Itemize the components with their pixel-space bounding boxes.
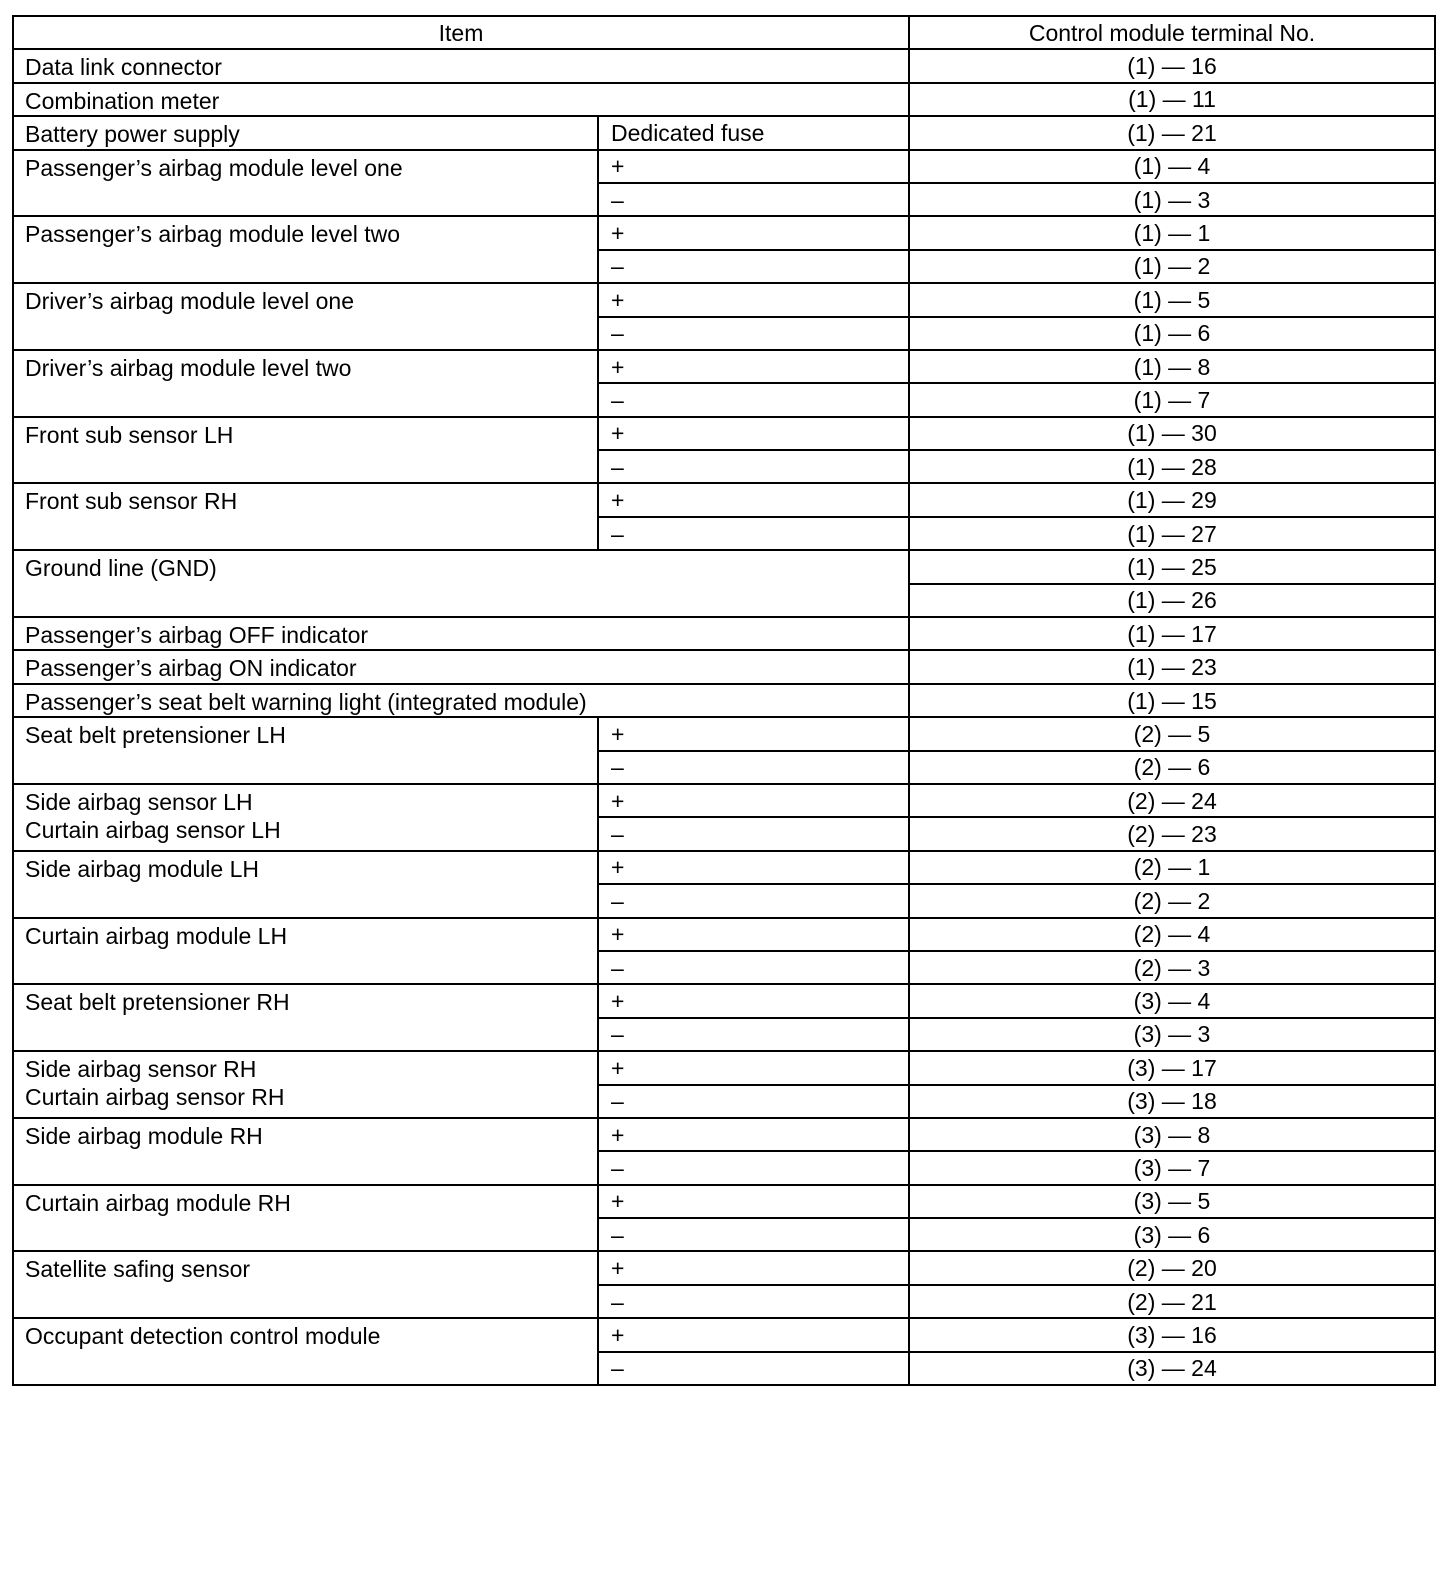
terminal-value: (1) — 16 xyxy=(909,49,1435,82)
terminal-value: (1) — 11 xyxy=(909,83,1435,116)
plus-sign: + xyxy=(598,784,909,817)
minus-sign: – xyxy=(598,450,909,483)
table-row xyxy=(13,550,1435,583)
item-label: Passenger’s airbag ON indicator xyxy=(13,650,909,683)
terminal-value: (3) — 3 xyxy=(909,1018,1435,1051)
plus-sign: + xyxy=(598,1185,909,1218)
item-label: Curtain airbag module LH xyxy=(13,918,598,985)
plus-sign: + xyxy=(598,851,909,884)
plus-sign: + xyxy=(598,918,909,951)
item-label: Occupant detection control module xyxy=(13,1318,598,1385)
terminal-value: (3) — 24 xyxy=(909,1352,1435,1385)
table-row xyxy=(13,717,1435,750)
minus-sign: – xyxy=(598,1151,909,1184)
table-row xyxy=(13,984,1435,1017)
plus-sign: + xyxy=(598,216,909,249)
table-row xyxy=(13,1185,1435,1218)
terminal-value: (1) — 7 xyxy=(909,383,1435,416)
item-label: Side airbag sensor LH Curtain airbag sensor LH xyxy=(13,784,598,851)
terminal-value: (1) — 15 xyxy=(909,684,1435,717)
terminal-value: (2) — 21 xyxy=(909,1285,1435,1318)
item-label: Side airbag module RH xyxy=(13,1118,598,1185)
terminal-value: (3) — 7 xyxy=(909,1151,1435,1184)
terminal-value: (1) — 29 xyxy=(909,483,1435,516)
table-row xyxy=(13,150,1435,183)
terminal-value: (1) — 1 xyxy=(909,216,1435,249)
table-row xyxy=(13,784,1435,817)
terminal-table xyxy=(12,15,1436,1386)
table-row xyxy=(13,83,1435,116)
item-label: Ground line (GND) xyxy=(13,550,909,617)
table-row xyxy=(13,1118,1435,1151)
minus-sign: – xyxy=(598,1018,909,1051)
plus-sign: + xyxy=(598,1118,909,1151)
table-row xyxy=(13,483,1435,516)
terminal-value: (1) — 6 xyxy=(909,317,1435,350)
table-row xyxy=(13,49,1435,82)
minus-sign: – xyxy=(598,517,909,550)
table-row xyxy=(13,684,1435,717)
item-label: Driver’s airbag module level two xyxy=(13,350,598,417)
minus-sign: – xyxy=(598,183,909,216)
header-terminal: Control module terminal No. xyxy=(909,16,1435,49)
minus-sign: – xyxy=(598,1085,909,1118)
plus-sign: + xyxy=(598,417,909,450)
terminal-value: (3) — 16 xyxy=(909,1318,1435,1351)
terminal-value: (1) — 17 xyxy=(909,617,1435,650)
terminal-value: (3) — 5 xyxy=(909,1185,1435,1218)
terminal-value: (1) — 21 xyxy=(909,116,1435,149)
item-label: Curtain airbag module RH xyxy=(13,1185,598,1252)
terminal-value: (2) — 6 xyxy=(909,751,1435,784)
terminal-value: (2) — 4 xyxy=(909,918,1435,951)
header-item: Item xyxy=(13,16,909,49)
item-label: Side airbag module LH xyxy=(13,851,598,918)
terminal-value: (1) — 8 xyxy=(909,350,1435,383)
table-row xyxy=(13,1318,1435,1351)
table-row xyxy=(13,1051,1435,1084)
plus-sign: + xyxy=(598,984,909,1017)
item-label: Combination meter xyxy=(13,83,909,116)
terminal-value: (1) — 25 xyxy=(909,550,1435,583)
plus-sign: + xyxy=(598,717,909,750)
terminal-value: (3) — 8 xyxy=(909,1118,1435,1151)
item-label: Seat belt pretensioner LH xyxy=(13,717,598,784)
terminal-value: (1) — 2 xyxy=(909,250,1435,283)
table-row xyxy=(13,350,1435,383)
terminal-value: (2) — 24 xyxy=(909,784,1435,817)
terminal-value: (3) — 4 xyxy=(909,984,1435,1017)
item-label: Seat belt pretensioner RH xyxy=(13,984,598,1051)
table-row xyxy=(13,617,1435,650)
minus-sign: – xyxy=(598,1352,909,1385)
plus-sign: + xyxy=(598,150,909,183)
table-row xyxy=(13,650,1435,683)
terminal-value: (2) — 23 xyxy=(909,817,1435,850)
terminal-value: (1) — 27 xyxy=(909,517,1435,550)
item-label: Data link connector xyxy=(13,49,909,82)
terminal-value: (3) — 6 xyxy=(909,1218,1435,1251)
plus-sign: + xyxy=(598,350,909,383)
terminal-value: (3) — 17 xyxy=(909,1051,1435,1084)
table-row xyxy=(13,417,1435,450)
minus-sign: – xyxy=(598,817,909,850)
minus-sign: – xyxy=(598,383,909,416)
table-row xyxy=(13,1251,1435,1284)
item-label: Passenger’s airbag module level one xyxy=(13,150,598,217)
plus-sign: + xyxy=(598,1051,909,1084)
terminal-value: (1) — 5 xyxy=(909,283,1435,316)
terminal-value: (1) — 30 xyxy=(909,417,1435,450)
terminal-value: (1) — 26 xyxy=(909,584,1435,617)
table-row xyxy=(13,918,1435,951)
item-label: Side airbag sensor RH Curtain airbag sensor RH xyxy=(13,1051,598,1118)
item-label: Battery power supply xyxy=(13,116,598,149)
terminal-value: (1) — 3 xyxy=(909,183,1435,216)
minus-sign: – xyxy=(598,884,909,917)
table-row xyxy=(13,116,1435,149)
item-label: Front sub sensor RH xyxy=(13,483,598,550)
terminal-value: (1) — 28 xyxy=(909,450,1435,483)
plus-sign: + xyxy=(598,1251,909,1284)
minus-sign: – xyxy=(598,317,909,350)
terminal-value: (1) — 4 xyxy=(909,150,1435,183)
minus-sign: – xyxy=(598,751,909,784)
terminal-value: (2) — 5 xyxy=(909,717,1435,750)
terminal-value: (1) — 23 xyxy=(909,650,1435,683)
item-label: Passenger’s airbag module level two xyxy=(13,216,598,283)
terminal-value: (2) — 1 xyxy=(909,851,1435,884)
terminal-value: (2) — 20 xyxy=(909,1251,1435,1284)
minus-sign: – xyxy=(598,1285,909,1318)
minus-sign: – xyxy=(598,250,909,283)
plus-sign: + xyxy=(598,1318,909,1351)
plus-sign: + xyxy=(598,283,909,316)
terminal-value: (3) — 18 xyxy=(909,1085,1435,1118)
plus-sign: + xyxy=(598,483,909,516)
table-header-row xyxy=(13,16,1435,49)
terminal-value: (2) — 3 xyxy=(909,951,1435,984)
minus-sign: – xyxy=(598,951,909,984)
item-label: Satellite safing sensor xyxy=(13,1251,598,1318)
table-row xyxy=(13,283,1435,316)
minus-sign: – xyxy=(598,1218,909,1251)
sub-item-label: Dedicated fuse xyxy=(598,116,909,149)
item-label: Front sub sensor LH xyxy=(13,417,598,484)
table-row xyxy=(13,216,1435,249)
item-label: Passenger’s airbag OFF indicator xyxy=(13,617,909,650)
item-label: Driver’s airbag module level one xyxy=(13,283,598,350)
table-row xyxy=(13,851,1435,884)
terminal-value: (2) — 2 xyxy=(909,884,1435,917)
item-label: Passenger’s seat belt warning light (integrated module) xyxy=(13,684,909,717)
